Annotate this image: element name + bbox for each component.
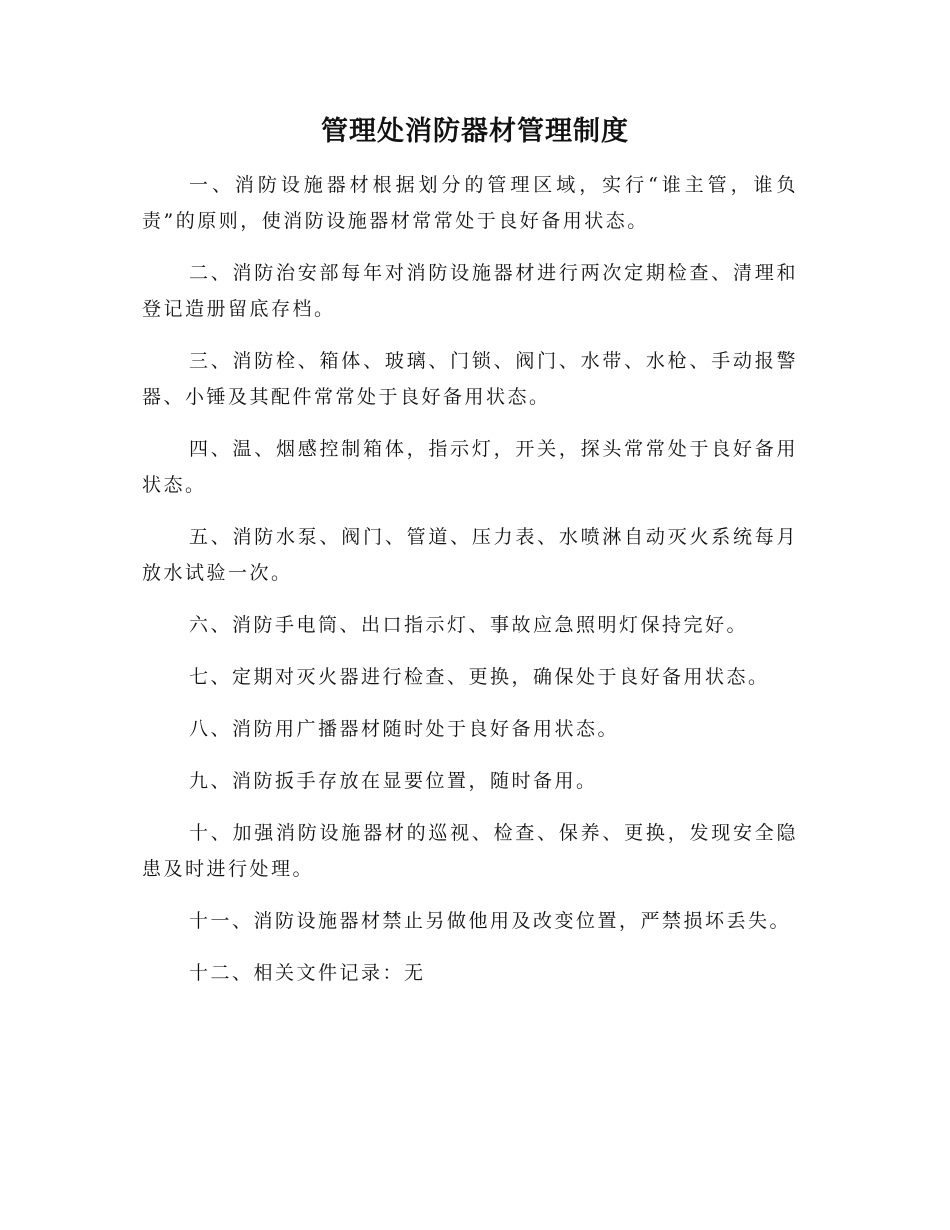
document-body: [142, 167, 798, 1007]
paragraph-10: 十、加强消防设施器材的巡视、检查、保养、更换，发现安全隐患及时进行处理。: [142, 822, 798, 880]
paragraph-4: 四、温、烟感控制箱体，指示灯，开关，探头常常处于良好备用状态。: [142, 438, 798, 496]
document-title: 管理处消防器材管理制度: [321, 116, 629, 147]
paragraph-9: 九、消防扳手存放在显要位置，随时备用。: [189, 770, 598, 792]
paragraph-7: 七、定期对灭火器进行检查、更换，确保处于良好备用状态。: [189, 666, 770, 688]
paragraph-8: 八、消防用广播器材随时处于良好备用状态。: [189, 718, 620, 740]
paragraph-11: 十一、消防设施器材禁止另做他用及改变位置，严禁损坏丢失。: [189, 910, 792, 932]
paragraph-2: 二、消防治安部每年对消防设施器材进行两次定期检查、清理和登记造册留底存档。: [142, 262, 798, 320]
paragraph-6: 六、消防手电筒、出口指示灯、事故应急照明灯保持完好。: [189, 614, 749, 636]
paragraph-5: 五、消防水泵、阀门、管道、压力表、水喷淋自动灭火系统每月放水试验一次。: [142, 526, 798, 584]
paragraph-3: 三、消防栓、箱体、玻璃、门锁、阀门、水带、水枪、手动报警器、小锤及其配件常常处于良好备用状态。: [142, 350, 798, 408]
paragraph-12: 十二、相关文件记录：无: [189, 962, 426, 984]
paragraph-1: 一、消防设施器材根据划分的管理区域，实行“谁主管，谁负责”的原则，使消防设施器材常常处于良好备用状态。: [142, 174, 798, 232]
